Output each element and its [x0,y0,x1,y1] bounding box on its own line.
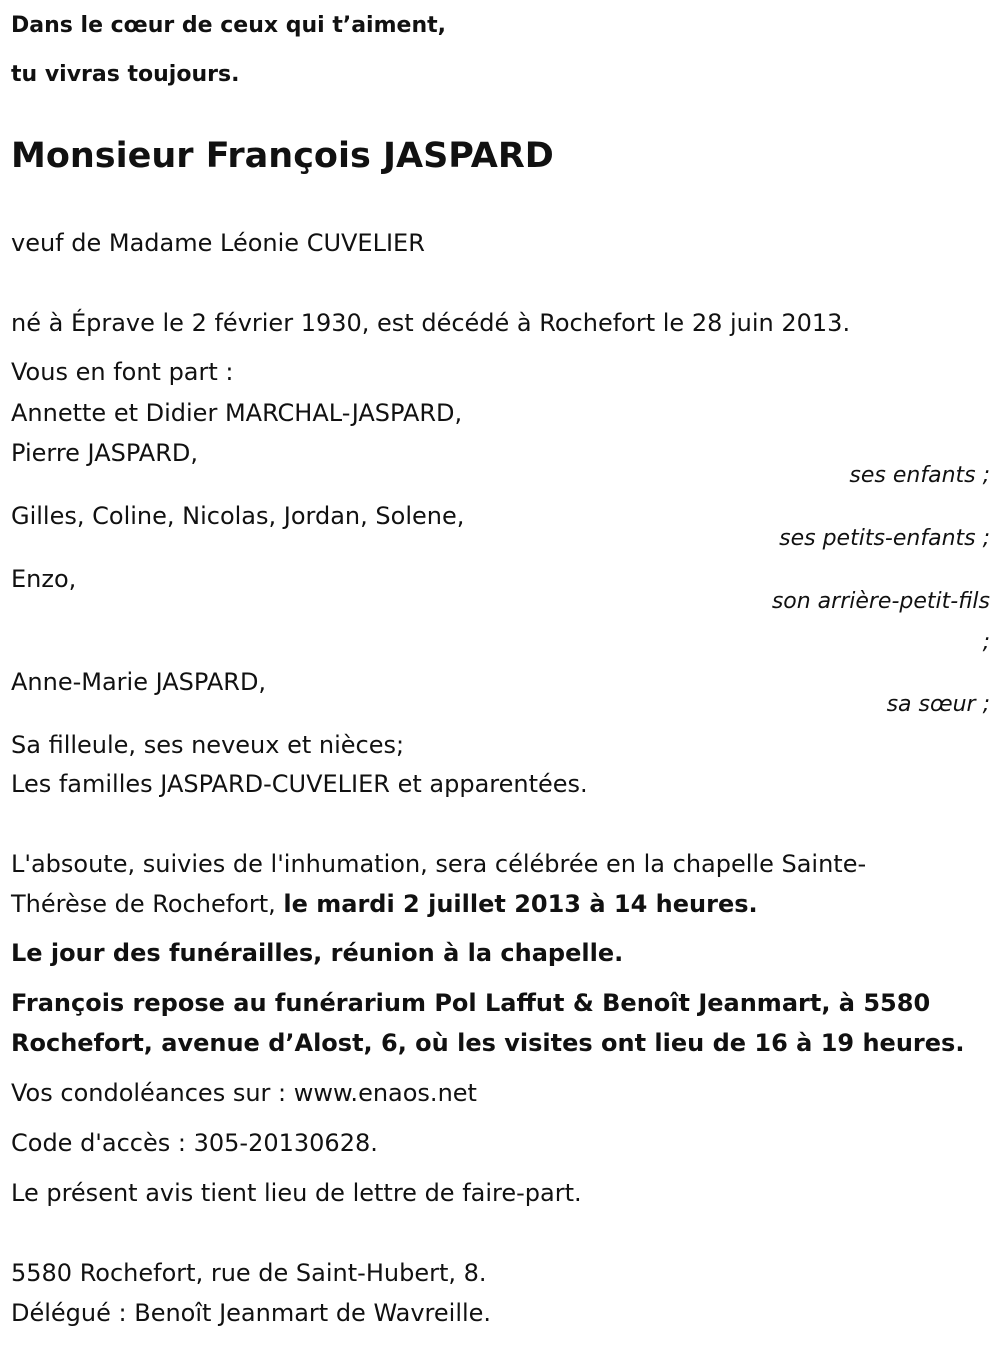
widower-line: veuf de Madame Léonie CUVELIER [11,229,425,257]
great-grandchild-role: son arrière-petit-fils [771,589,990,614]
others-line-1: Sa filleule, ses neveux et nièces; [11,731,405,759]
sister-line: Anne-Marie JASPARD, [11,668,267,696]
children-line-2: Pierre JASPARD, [11,439,199,467]
ceremony-line-1: L'absoute, suivies de l'inhumation, sera célébrée en la chapelle Sainte- [11,850,867,878]
address-line-2: Délégué : Benoît Jeanmart de Wavreille. [11,1299,492,1327]
grandchildren-line: Gilles, Coline, Nicolas, Jordan, Solene, [11,502,465,530]
children-role: ses enfants ; [849,463,990,488]
ceremony-place: Thérèse de Rochefort, [11,890,284,918]
funeral-home-line-2: Rochefort, avenue d’Alost, 6, où les visites ont lieu de 16 à 19 heures. [11,1029,965,1057]
notice-line: Le présent avis tient lieu de lettre de faire-part. [11,1179,582,1207]
ceremony-date: le mardi 2 juillet 2013 à 14 heures. [283,890,758,918]
access-code: Code d'accès : 305-20130628. [11,1129,378,1157]
condolences-website: Vos condoléances sur : www.enaos.net [11,1079,477,1107]
ceremony-line-2 [11,889,758,919]
sister-role: sa sœur ; [886,692,990,717]
funeral-home-line-1: François repose au funérarium Pol Laffut & Benoît Jeanmart, à 5580 [11,989,931,1017]
deceased-name: Monsieur François JASPARD [11,136,554,176]
children-line-1: Annette et Didier MARCHAL-JASPARD, [11,399,463,427]
announcement-intro: Vous en font part : [11,358,234,386]
great-grandchild-role-end: ; [982,630,990,655]
others-line-2: Les familles JASPARD-CUVELIER et apparentées. [11,770,588,798]
address-line-1: 5580 Rochefort, rue de Saint-Hubert, 8. [11,1259,487,1287]
epigraph-line-1: Dans le cœur de ceux qui t’aiment, [11,13,446,38]
grandchildren-role: ses petits-enfants ; [779,526,990,551]
meeting-line: Le jour des funérailles, réunion à la chapelle. [11,939,624,967]
epigraph-line-2: tu vivras toujours. [11,62,240,87]
birth-death-line: né à Éprave le 2 février 1930, est décédé à Rochefort le 28 juin 2013. [11,309,851,337]
great-grandchild-line: Enzo, [11,565,77,593]
